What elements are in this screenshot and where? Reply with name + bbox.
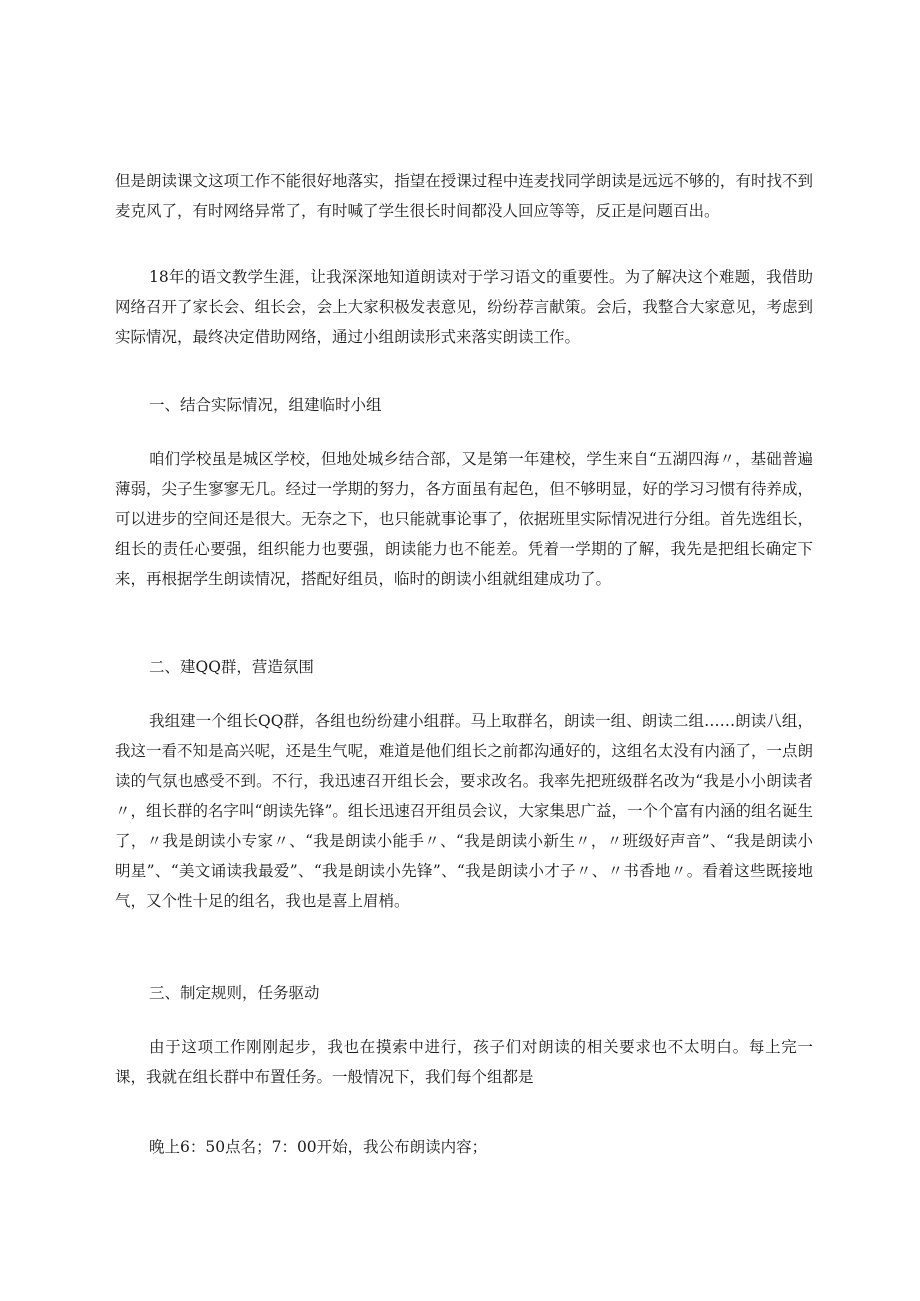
paragraph-reading-problems: 但是朗读课文这项工作不能很好地落实，指望在授课过程中连麦找同学朗读是远远不够的，有时找不到麦克风了，有时网络异常了，有时喊了学生很长时间都没人回应等等，反正是问题百出。 xyxy=(115,172,813,220)
paragraph-schedule: 晚上6：50点名；7：00开始，我公布朗读内容； xyxy=(149,1138,488,1156)
section-heading-1: 一、结合实际情况，组建临时小组 xyxy=(149,396,382,414)
paragraph-group-formation: 咱们学校虽是城区学校，但地处城乡结合部，又是第一年建校，学生来自“五湖四海〃，基础普遍薄弱，尖子生寥寥无几。经过一学期的努力，各方面虽有起色，但不够明显，好的学习习惯有待养成，可以进步的空间还是很大。无奈之下，也只能就事论事了，依据班里实际情况进行分组。首先选组长，组长的责任心要强，组织能力也要强，朗读能力也不能差。凭着一学期的了解，我先是把组长确定下来，再根据学生朗读情况，搭配好组员，临时的朗读小组就组建成功了。 xyxy=(115,450,813,588)
section-heading-2: 二、建QQ群，营造氛围 xyxy=(149,658,314,676)
section-heading-3: 三、制定规则，任务驱动 xyxy=(149,984,320,1002)
paragraph-qq-group: 我组建一个组长QQ群，各组也纷纷建小组群。马上取群名，朗读一组、朗读二组……朗读八组，我这一看不知是高兴呢，还是生气呢，难道是他们组长之前都沟通好的，这组名太没有内涵了，一点朗读的气氛也感受不到。不行，我迅速召开组长会，要求改名。我率先把班级群名改为“我是小小朗读者〃，组长群的名字叫“朗读先锋”。组长迅速召开组员会议，大家集思广益，一个个富有内涵的组名诞生了，〃我是朗读小专家〃、“我是朗读小能手〃、“我是朗读小新生〃，〃班级好声音”、“我是朗读小明星”、“美文诵读我最爱”、“我是朗读小先锋”、“我是朗读小才子〃、〃书香地〃。看着这些既接地气，又个性十足的组名，我也是喜上眉梢。 xyxy=(115,712,813,910)
paragraph-teaching-experience: 18年的语文教学生涯，让我深深地知道朗读对于学习语文的重要性。为了解决这个难题，我借助网络召开了家长会、组长会，会上大家积极发表意见，纷纷荐言献策。会后，我整合大家意见，考虑到实际情况，最终决定借助网络，通过小组朗读形式来落实朗读工作。 xyxy=(115,268,813,346)
paragraph-rules: 由于这项工作刚刚起步，我也在摸索中进行，孩子们对朗读的相关要求也不太明白。每上完一课，我就在组长群中布置任务。一般情况下，我们每个组都是 xyxy=(115,1038,813,1086)
